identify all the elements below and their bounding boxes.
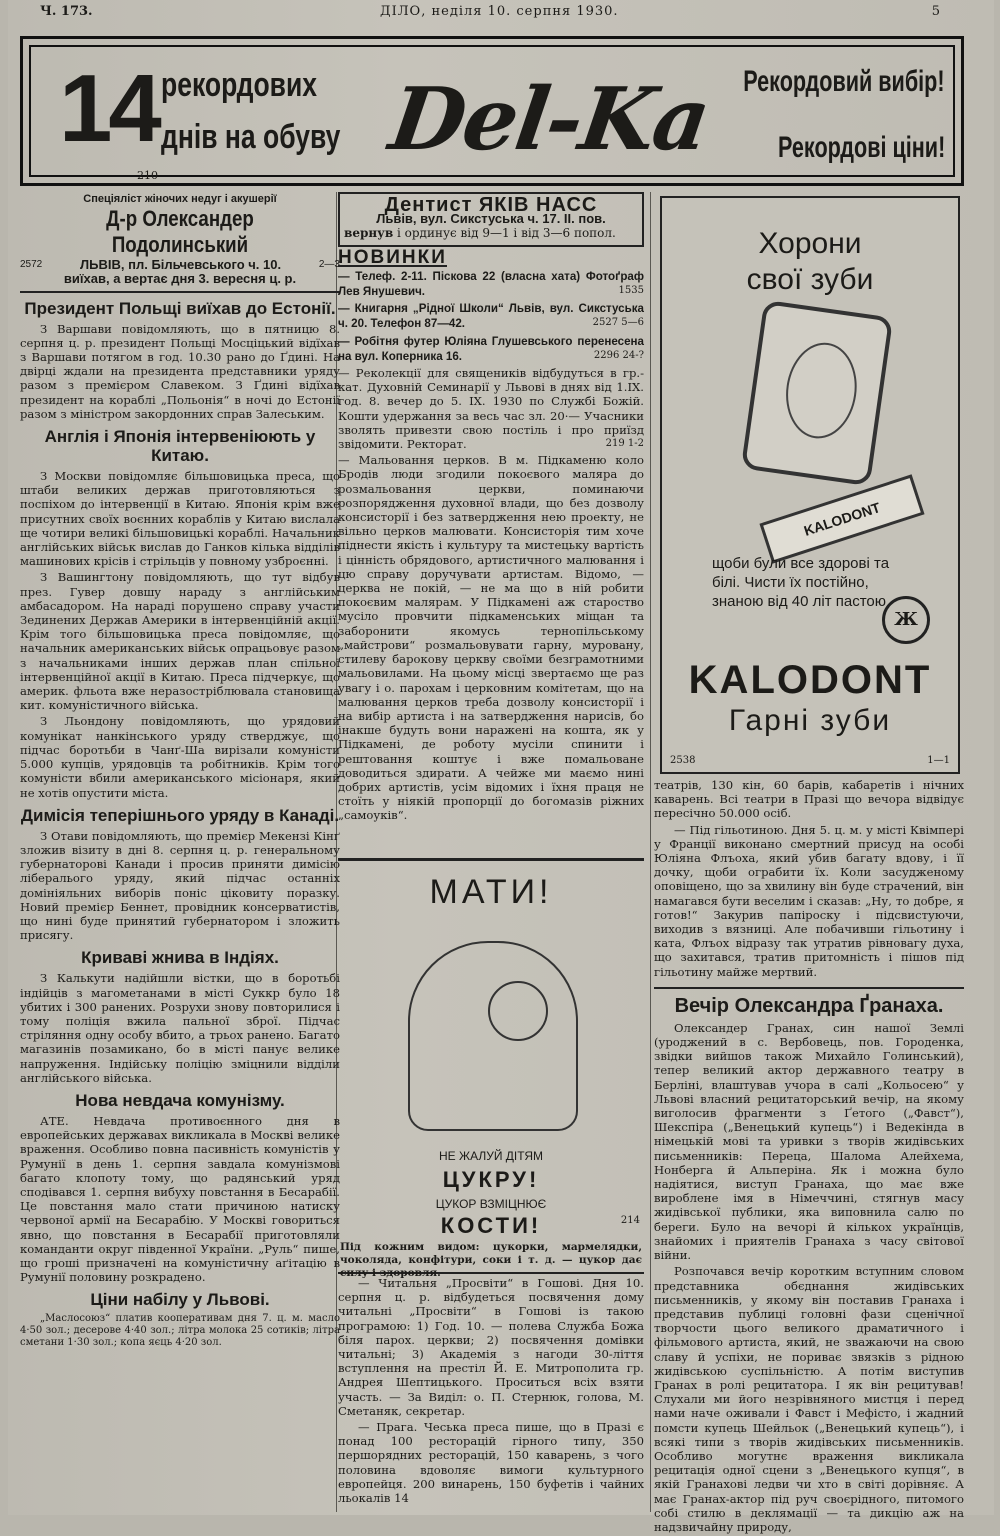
column-divider [650,192,651,1512]
dentist-title: Дентист ЯКІВ НАСС [384,194,598,216]
news-text: — Робітня футер Юліяна Глушевського перенесена на вул. Коперника 16. [338,334,644,363]
sugar-ad-line: НЕ ЖАЛУЙ ДІТЯМ [439,1149,543,1163]
doctor-name: Д-р Олександер Подолинський [106,206,254,258]
masthead-title: ДІЛО, неділя 10. серпня 1930. [380,4,619,19]
headline-line-2: свої зуби [746,263,874,296]
news-text: — Читальня „Просвіти“ в Гошові. Дня 10. серпня ц. р. відбудеться посвячення дому читальні „Просвіти“ в Гошові із такою програмою: 1) Год. 10. — полева Служба Божа біля парох. церкви; 2) посвячення домівки читальні; 3) Академія з нагоди 30-ліття вступлення на престіл Й. Е. Митрополита гр. Андрея Шептицького. Проситься всіх взяти участь. — За Виділ: о. П. Стернюк, голова, М. Сметаняк, секретар. [338,1276,644,1418]
kalodont-text: щоби були все здорові та білі. Чисти їх постійно, знаною від 40 літ пастою [712,555,890,610]
doctor-ad [20,192,340,287]
news-item [338,453,644,822]
article-text: З Варшави повідомляють, що в пятницю 8. серпня ц. р. президент Польщі Мосціцький відїхав з Варшави потягом в год. 10.30 рано до Ґдині. На двірці ждали на президента представники уряду разом з премієром Славеком. З Ґдині відїхав президент на кораблі „Польонія“ в ночі до Естонії разом з міністром закордонних справ Залеським. [20,321,340,421]
article-text: З Вашингтону повідомляють, що тут відбув през. Гувер довшу нараду з англійським амбасадором. На нараді порушено справу участи Зединених Держав Америки в інтервенційній акції. Крім того більшовицька преса повідомляє, що начальник американських військ опрацьовує разом з начальниками інших держав план спільної інтервенційної акції в Китаю. Преса підчеркує, що америк. фльота вже неразостріблювала становища кит. комуністичного війська. [20,570,340,713]
ad-number: 214 [620,1215,640,1226]
section-heading: НОВИНКИ [338,246,447,268]
headline-line-1: Хорони [758,227,862,260]
masthead [40,4,940,22]
kalodont-brand: KALODONT [688,658,932,702]
ad-big-number: 14 [59,55,158,162]
article-title: Англія і Японія інтервеніюють у Китаю. [44,427,316,466]
ad-inner-frame [29,45,955,182]
dentist-ad [338,192,644,247]
doctor-address-row [20,258,340,272]
doctor-ad-count: 2—3 [318,259,340,271]
news-text: — Книгарня „Рідної Школи“ Львів, вул. Сикстуська ч. 20. Телефон 87—42. [338,302,644,331]
sugar-ad-title: МАТИ! [429,873,553,911]
article-text: „Маслосоюз“ платив кооперативам дня 7. ц. м. масло 4·50 зол.; десерове 4·40 зол.; літра молока 25 сотиків; літра сметани 1·30 зол.; копа яєць 4·20 зол. [20,1313,340,1349]
sugar-ad-line: ЦУКОР ВЗМІЦНЮЄ [435,1197,547,1211]
news-item [338,366,644,451]
doctor-ad-number: 2572 [20,259,43,271]
ad-number: 2296 24-? [593,349,644,361]
ad-number: 2527 5—6 [592,317,644,329]
page-number: 5 [931,4,940,19]
toothpaste-tube: KALODONT [759,474,924,563]
delka-shoe-ad [20,36,964,186]
news-text: — Мальовання церков. В м. Підкаменю коло Бродів люди згодили покоєвого маляра до розмальовання церкви, поминаючи розпорядження духовної влади, що без дозволу консисторії і без затвердження нею проекту, не вільно церков малювати. Консисторія тим хоче піднести якість і культуру та мистецьку вартість і цінність обрядового, артистичного малювання і цю справу доручувати артистам. Відомо, — церква не покій, — не ма що в ній робити покоєвим малярам. У Підкамені аж староство мусіло провчити підкаменських міщан та заборонити якомусь тернопільському „майстрови“ розмальовувати гарну, муровану, стилеву барокову церкву своїми безграмотними мальовилами. На цьому місці звертаємо ще раз увагу і о. парохам і церковним комітетам, що на малювання церков треба дозволу консисторії і на вибір артиста і на затвердження нарисів, бо інакше будуть вони наражені на кошта, як у Підкамені, де роботу мусіли спинити і рештовання коштує і вже помальоване доводиться здирати. А чейже ми маємо нині добрих артистів, усім відомих і їхня праця не стоїть у ніякій пропорції до богомазів ріжних „самоуків“. [338,453,644,823]
divider [20,291,340,293]
mother-illustration [408,941,578,1131]
ad-line-2: днів на обуву [161,118,341,156]
kalodont-subtitle: Гарні зуби [728,704,892,737]
baby-illustration [488,981,548,1041]
news-text: — Телеф. 2-11. Піскова 22 (власна хата) Фотоґраф Лев Янушевич. [338,269,644,299]
sugar-ad [338,858,644,1279]
ad-brand: Del-Ka [383,69,715,170]
doctor-specialty: Спеціяліст жіночих недуг і акушерії [83,193,277,205]
sugar-ad-footer: Під кожним видом: цукорки, мармелядки, чоколяда, конфітури, соки і т. д. — цукор дає силу і здоровля. [340,1241,642,1279]
column-middle-lower [338,1276,644,1507]
mirror-illustration [741,300,893,486]
article-text: Розпочався вечір коротким вступним словом представника обєднання жидівських письменників, у якому він поставив Гранаха і представив публиці головні фази сценічної творчости цього великого драматичного і фільмового артиста, який, не зважаючи на свою славу й успіхи, не пориває звязків з рідною жидівською суспільністю. А потім виступив Гранах в ролі рецитатора. І як він рецитував! Слухали ми його незрівняного мистця і перед нами наче оживали і Фавст і Мефісто, і жадний помсти купець Шейльок („Венецький купець“), і всякі типи з творів жидівських письменників. Особливо могутнє враження викликала рецитація одної сцени з „Венецького купця“, в якій Гранахові ледви чи хто в світі дорівняє. А має Гранах-актор під руч своєрідного, питомого собі стилю в деклямації — та дикцію аж на надзвичайну природу, [654,1264,964,1534]
article-text: театрів, 130 кін, 60 барів, кабаретів і нічних каварень. Всі театри в Празі що вечора відвідує пересічно 50.000 осіб. [654,778,964,821]
ad-number: 2538 [670,755,696,766]
article-title: Криваві жнива в Індіях. [81,948,279,968]
kalodont-ad [660,196,960,774]
article-title: Нова невдача комунізму. [75,1090,285,1110]
article-text: — Під гільотиною. Дня 5. ц. м. у місті Квімпері у Франції виконано смертний присуд на особі Юліяна Флъоха, який убив багату вдову, і її дочку, щоби ограбити їх. Коли засудженому оповіщено, що за хвилину він буде страчений, він намагався бути веселим і сказав: „Ну, то добре, я готов!“ Закурив папіроску і підсвистуючи, виходив з вязниці. Але побачивши гільотину і ката, Флъох відразу так утратив рівновагу духа, що захитався, тратив притомність і пішов під гільотину майже мертвий. [654,822,964,979]
dentist-hours: і ординує від 9—1 і від 3—6 попол. [397,226,616,241]
news-item [338,301,644,331]
article-title: Димісія теперішнього уряду в Канаді. [20,805,340,825]
ad-count: 1—1 [927,755,950,766]
article-text: З Отави повідомляють, що премієр Мекензі Кінґ зложив візиту в дні 8. серпня ц. р. генеральному губернаторові Канади і просив приняти димісію лібералього уряду, який підчас останніх домініяльних виборів поніс ціковиту поразку. Новий премієр Беннет, провідник консерватистів, що нині буде принятий губернатором і зложить присягу. [20,828,340,943]
column-right [654,778,964,1536]
news-item [338,269,644,299]
article-text: АТЕ. Невдача противоєнного дня в европейських державах викликала в Москві велике враження. Особливо повна пасивність комуністів у Румунії в день 1. серпня завдала комунізмові багато клопоту тому, що радянський уряд сподівався 1. серпня вибуху повстання в Бесарабії. Це повстання мало стати причиною натиску червоної армії на Бесарабію. У Москві говориться явно, що повстання в Бесарабії приготовляли команданти округ південної України. „Руль“ пише, що гроші призначені на комуністичну аґітацію в Румунії половину розкрадено. [20,1113,340,1285]
article-text: Олександер Гранах, син нашої Землі (уроджений в с. Вербовець, пов. Городенка, звідки вийшов також Михайло Голинський), тепер великий актор державного театру в Берліні, влаштував учора в салі „Кольосею“ у Львові власний рецитаторський вечір, на якому виголосив фрагменти з Ґетого („Фавст“), Шекспіра („Венецький купець“) і Ведекінда в німецькій мові та уривки з творів жидівських письменників: Переца, Шалома Алейхема, Нонберга й Альперіна. Як і можна було надіятися, виступ Гранаха, що має вже вироблене імя в Німеччині, стягнув масу жидівської публики, яка виповнила салю по береги. Було на вечорі й кількох українців, знайомих і приятелів Гранаха з часу світової війни. [654,1020,964,1263]
news-text: — Прага. Чеська преса пише, що в Празі є понад 100 ресторацій гірного типу, 350 першорядних ресторацій, 150 каварень, з чого половина вдоволяє вимоги культурного европейця. 200 винарень, 150 буфетів і чайних льокалів 14 [338,1420,644,1506]
column-middle [338,192,644,825]
news-item [338,334,644,364]
doctor-notice-row [20,272,340,286]
doctor-address: ЛЬВІВ, пл. Більчевського ч. 10. [80,257,282,273]
sugar-ad-line: КОСТИ! [440,1213,542,1238]
article-text: З Калькути надійшли вістки, що в боротьбі індійців з магометанами в місті Суккр було 18 убитих і 300 ранених. Розрухи знову повторилися і тому поліція вжила пальної зброї. Підчас стріляння одну особу вбито, а трьох ранено. Багато магазинів позамикано, бо в місті панує велике напруження. Індійську поліцію зміцнили відділи англійського війська. [20,971,340,1085]
article-title: Ціни набілу у Львові. [90,1290,270,1310]
ad-right-1: Рекордовий вибір! [743,65,945,98]
news-text: — Реколекції для священиків відбудуться в гр.-кат. Духовній Семинарії у Львові в днях від 1.IX. год. 8. вечер до 5. IX. 1930 по Службі Божій. Кошти удержання за весь час зл. 20·— Учасники зволять привезти свою постіль і про приїзд звідомити. Ректорат. [338,366,644,452]
kalodont-headline [662,226,958,298]
sugar-ad-line: ЦУКРУ! [442,1167,540,1192]
kalodont-logo-icon: Ж [882,596,930,644]
dentist-back: вернув [344,226,394,241]
ad-number: 1535 [618,285,644,297]
ad-number: 210 [137,169,158,182]
article-title: Президент Польщі виїхав до Естонії. [24,298,336,318]
article-text: З Москви повідомляє більшовицька преса, що штаби великих держав приготовляються з поспіхом до інтервенції в Китаю. Японія крім вже присутних своїх воєнних кораблів у Китаю вислала ще чотири великі більшовицькі кораблі. Начальник англійських військ вислав до Ганков кілька відділів машинових крісів і стрільців у повному узброєнні. [20,469,340,569]
dentist-address: Львів, вул. Сикстуська ч. 17. II. пов. [376,211,606,227]
column-left [20,192,340,1351]
ad-number: 219 1-2 [605,438,644,450]
issue-number: Ч. 173. [40,4,93,19]
divider [654,987,964,989]
face-illustration [780,338,863,443]
article-title: Вечір Олександра Ґранаха. [674,994,944,1017]
ad-right-2: Рекордові ціни! [777,131,945,164]
ad-line-1: рекордових [161,66,317,104]
article-text: З Льондону повідомляють, що урядовий комунікат нанкінського уряду стверджує, що підчас боротьби в Чанґ-Ша вирізали комуністи 5.000 купців, урядовців та робітників. Крім того комуністи вбили американського місіонаря, який не хотів опустити міста. [20,714,340,800]
doctor-notice: виїхав, а вертає дня 3. вересня ц. р. [63,271,297,287]
